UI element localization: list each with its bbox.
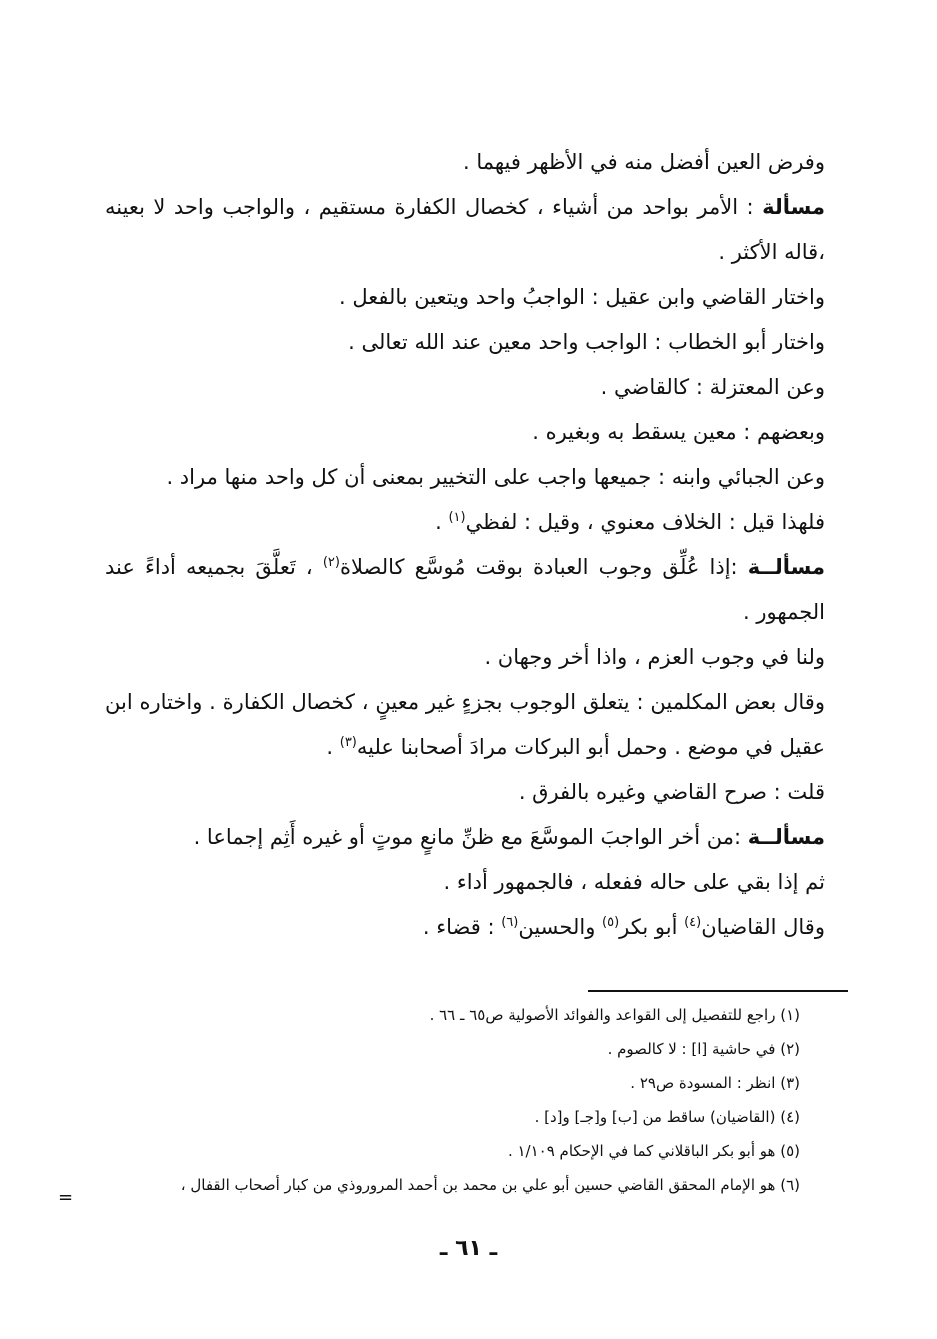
footnotes (40, 998, 800, 1202)
main-text (105, 140, 825, 950)
mas-ala-heading-3: مسألــة (747, 825, 825, 849)
paragraph-12 (105, 770, 825, 815)
paragraph-7 (105, 455, 825, 500)
footnote-6: (٦) هو الإمام المحقق القاضي حسين أبو علي بن محمد بن أحمد المروروذي من كبار أصحاب القفال ، (180, 1176, 800, 1194)
paragraph-11-end: . (326, 735, 334, 759)
paragraph-1 (105, 140, 825, 185)
paragraph-15-text-c: والحسين (518, 915, 596, 939)
paragraph-4 (105, 320, 825, 365)
paragraph-9-text-b: ، تَعلَّقَ بجميعه أداءً عند الجمهور . (105, 555, 825, 624)
footnote-ref-5[interactable]: (٥) (602, 915, 620, 930)
paragraph-10 (105, 635, 825, 680)
paragraph-8 (105, 500, 825, 545)
paragraph-4-text: واختار أبو الخطاب : الواجب واحد معين عند الله تعالى . (348, 330, 825, 354)
footnote-ref-6[interactable]: (٦) (501, 915, 519, 930)
paragraph-14-text: ثم إذا بقي على حاله ففعله ، فالجمهور أداء . (443, 870, 825, 894)
mas-ala-heading: مسألة (762, 195, 825, 219)
paragraph-5 (105, 365, 825, 410)
paragraph-6 (105, 410, 825, 455)
paragraph-15 (105, 905, 825, 950)
mas-ala-heading-2: مسألــة (747, 555, 825, 579)
paragraph-2-text: : الأمر بواحد من أشياء ، كخصال الكفارة مستقيم ، والواجب واحد لا بعينه ،قاله الأكثر . (105, 195, 825, 264)
footnote-2: (٢) في حاشية [ا] : لا كالصوم . (607, 1040, 800, 1058)
paragraph-11-text: وقال بعض المكلمين : يتعلق الوجوب بجزءٍ غير معينٍ ، كخصال الكفارة . واختاره ابن عقيل في موضع . وحمل أبو البركات مرادَ أصحابنا عليه (105, 690, 825, 759)
page-number: ـ ٦١ ـ (439, 1236, 498, 1261)
paragraph-15-text-a: وقال القاضيان (701, 915, 825, 939)
footnote-ref-4[interactable]: (٤) (684, 915, 702, 930)
footnote-ref-1[interactable]: (١) (448, 510, 466, 525)
paragraph-13-text: :من أخر الواجبَ الموسَّعَ مع ظنِّ مانعٍ موتٍ أو غيره أَثِم إجماعا . (193, 825, 742, 849)
paragraph-12-text: قلت : صرح القاضي وغيره بالفرق . (518, 780, 825, 804)
paragraph-15-text-b: أبو بكر (619, 915, 678, 939)
paragraph-8-text: فلهذا قيل : الخلاف معنوي ، وقيل : لفظي (465, 510, 825, 534)
paragraph-3-text: واختار القاضي وابن عقيل : الواجبُ واحد ويتعين بالفعل . (338, 285, 825, 309)
paragraph-1-text: وفرض العين أفضل منه في الأظهر فيهما . (462, 150, 825, 174)
paragraph-9-text-a: :إذا عُلِّق وجوب العبادة بوقت مُوسَّع كالصلاة (339, 555, 738, 579)
footnote-5: (٥) هو أبو بكر الباقلاني كما في الإحكام ١/١٠٩ . (507, 1142, 800, 1160)
paragraph-5-text: وعن المعتزلة : كالقاضي . (600, 375, 825, 399)
paragraph-11 (105, 680, 825, 770)
paragraph-9 (105, 545, 825, 635)
paragraph-3 (105, 275, 825, 320)
footnote-4: (٤) (القاضيان) ساقط من [ب] و[جـ] و[د] . (534, 1108, 800, 1126)
paragraph-2 (105, 185, 825, 275)
footnote-divider (588, 990, 848, 992)
paragraph-15-text-d: : قضاء . (422, 915, 495, 939)
paragraph-14 (105, 860, 825, 905)
paragraph-8-end: . (435, 510, 442, 534)
footnote-ref-3[interactable]: (٣) (339, 735, 357, 750)
footnote-ref-2[interactable]: (٢) (322, 555, 340, 570)
paragraph-7-text: وعن الجبائي وابنه : جميعها واجب على التخيير بمعنى أن كل واحد منها مراد . (166, 465, 825, 489)
paragraph-10-text: ولنا في وجوب العزم ، واذا أخر وجهان . (484, 645, 825, 669)
footnote-3: (٣) انظر : المسودة ص٢٩ . (630, 1074, 800, 1092)
footnote-1: (١) راجع للتفصيل إلى القواعد والفوائد الأصولية ص٦٥ ـ ٦٦ . (429, 1006, 800, 1024)
footnote-continuation-mark: = (58, 1187, 74, 1208)
paragraph-6-text: وبعضهم : معين يسقط به وبغيره . (532, 420, 825, 444)
paragraph-13 (105, 815, 825, 860)
